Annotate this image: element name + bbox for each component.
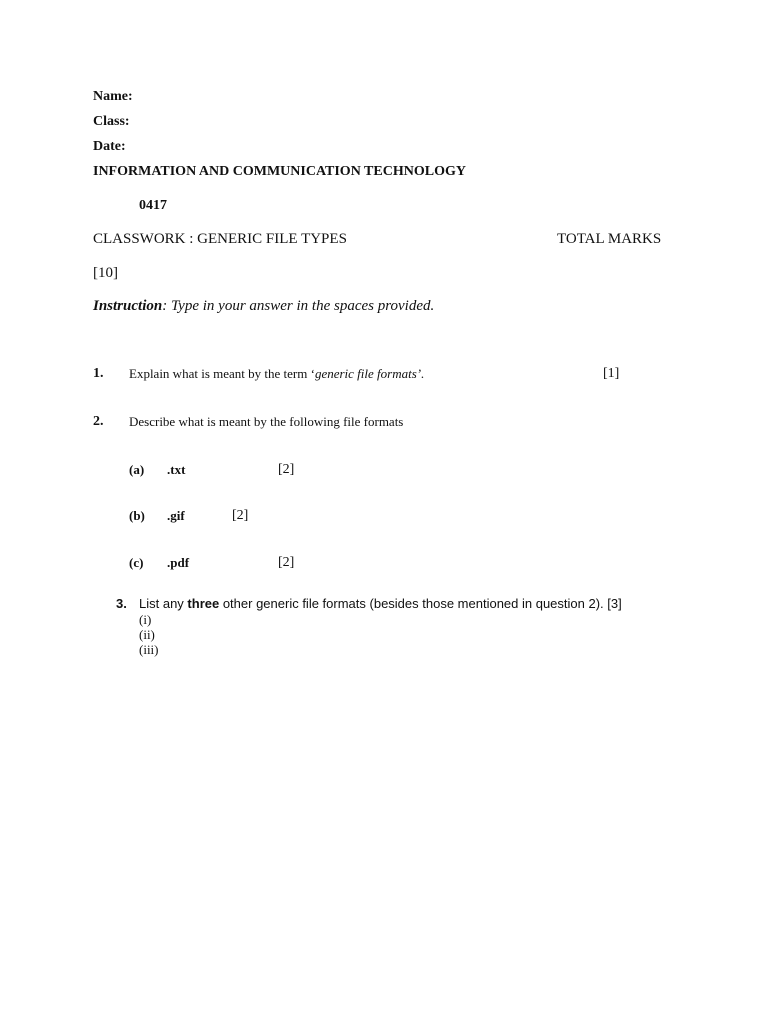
instruction — [93, 298, 434, 315]
q3-text — [139, 596, 622, 611]
total-marks-label: TOTAL MARKS — [557, 231, 662, 247]
q2b-label: (b) — [129, 508, 145, 523]
subject-title: INFORMATION AND COMMUNICATION TECHNOLOGY — [93, 164, 466, 179]
name-label: Name: — [93, 89, 133, 104]
q3-text-after: other generic file formats (besides those mentioned in question 2). [3] — [219, 596, 622, 611]
q3-number: 3. — [116, 596, 127, 611]
q2b-marks: [2] — [232, 508, 249, 523]
q2a-marks: [2] — [278, 462, 295, 477]
q2-text: Describe what is meant by the following file formats — [129, 414, 404, 429]
q2a-format: .txt — [167, 462, 186, 477]
total-marks-value: [10] — [93, 265, 118, 281]
q3-item-i: (i) — [139, 612, 152, 627]
q2b-format: .gif — [167, 508, 185, 523]
q1-term: generic file formats’. — [314, 366, 425, 381]
q2c-label: (c) — [129, 555, 144, 570]
q3-item-ii: (ii) — [139, 627, 155, 642]
q1-text — [129, 366, 424, 382]
date-label: Date: — [93, 139, 126, 154]
q1-text-before: Explain what is meant by the term ‘ — [129, 366, 315, 381]
classwork-title: CLASSWORK : GENERIC FILE TYPES — [93, 231, 347, 247]
q3-item-iii: (iii) — [139, 642, 159, 657]
q2a-label: (a) — [129, 462, 145, 477]
q3-text-before: List any — [139, 596, 188, 611]
q2c-marks: [2] — [278, 555, 295, 570]
q3-emphasis: three — [187, 596, 220, 611]
class-label: Class: — [93, 114, 130, 129]
instruction-label: Instruction — [93, 298, 163, 314]
subject-code: 0417 — [139, 198, 167, 213]
q2c-format: .pdf — [167, 555, 190, 570]
q1-number: 1. — [93, 366, 104, 381]
q1-marks: [1] — [603, 366, 620, 381]
q2-number: 2. — [93, 414, 104, 429]
instruction-text: : Type in your answer in the spaces provided. — [162, 298, 435, 314]
